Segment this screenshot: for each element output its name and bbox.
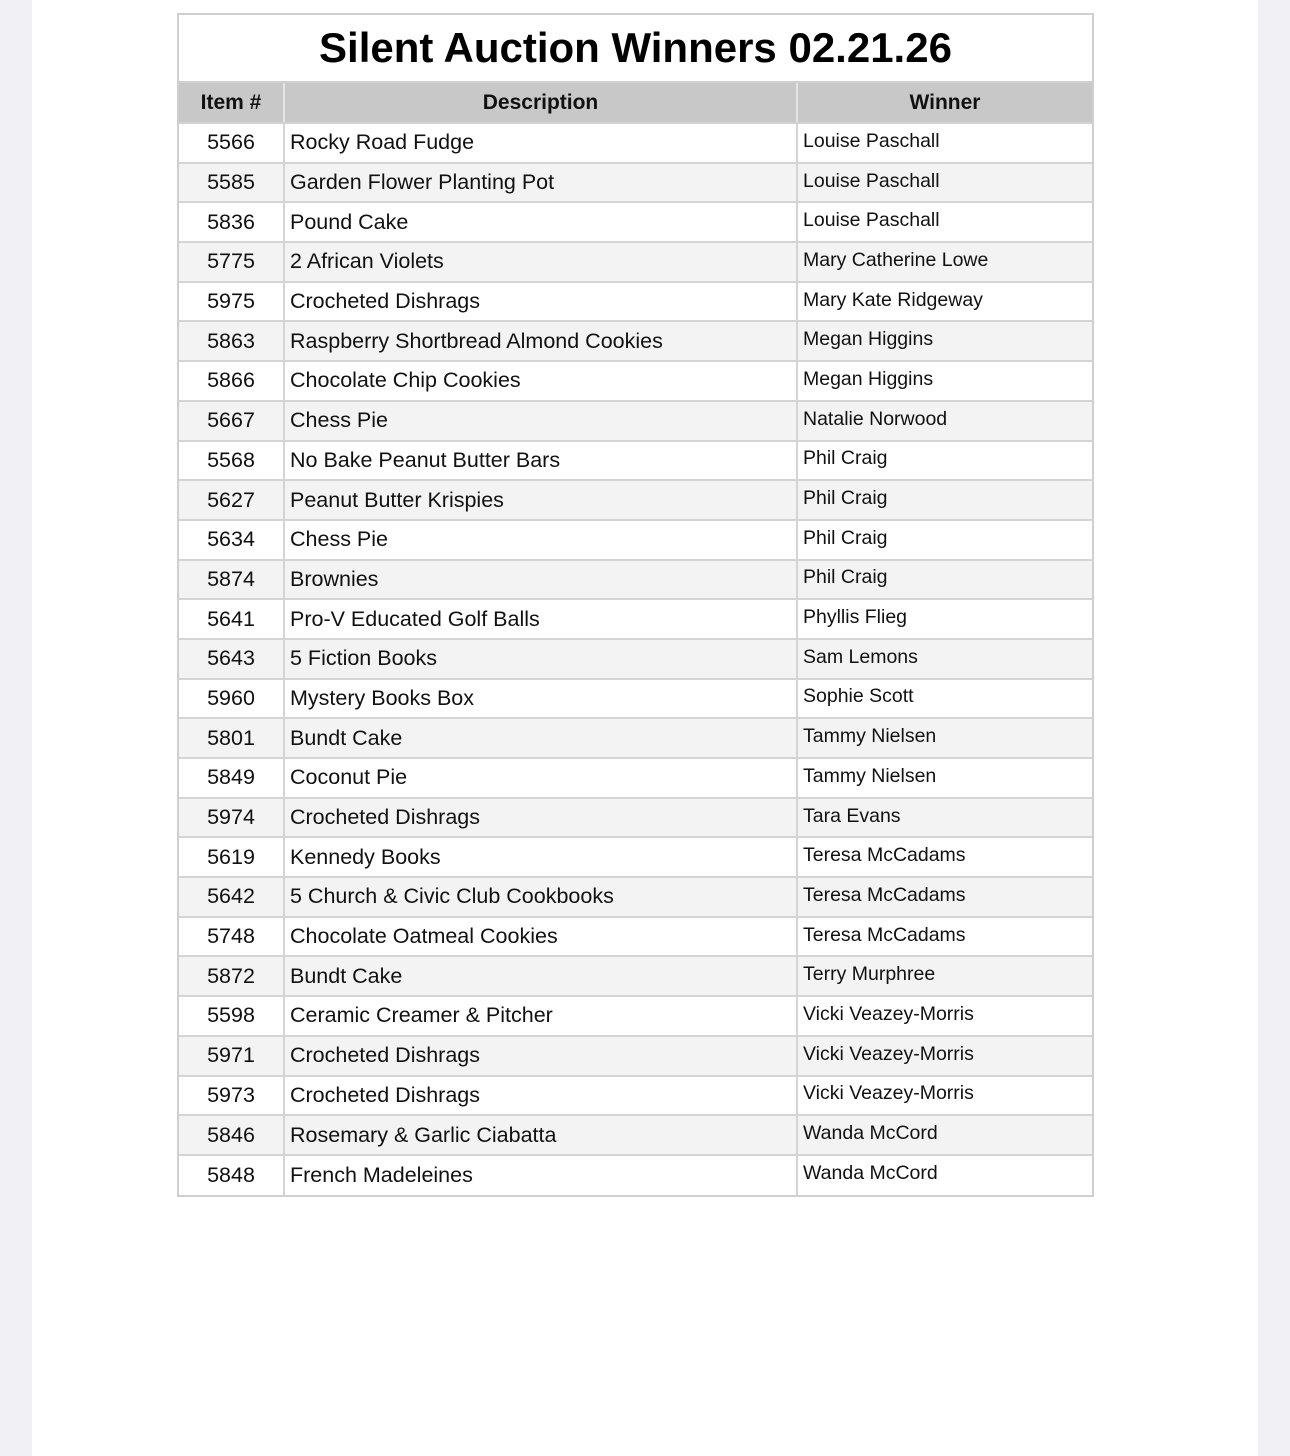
- table-row: [179, 837, 1092, 877]
- table-row: [179, 520, 1092, 560]
- header-row: [179, 83, 1092, 123]
- table-row: [179, 202, 1092, 242]
- document-page: [32, 0, 1258, 1456]
- header-item-number: Item #: [179, 83, 284, 123]
- item-number-cell: 5641: [179, 599, 284, 639]
- winner-cell: Mary Kate Ridgeway: [797, 282, 1092, 322]
- item-number-cell: 5960: [179, 679, 284, 719]
- winner-cell: Megan Higgins: [797, 361, 1092, 401]
- table-row: [179, 639, 1092, 679]
- table-row: [179, 758, 1092, 798]
- table-header: [179, 83, 1092, 123]
- item-number-cell: 5667: [179, 401, 284, 441]
- description-cell: 5 Fiction Books: [284, 639, 797, 679]
- winner-cell: Wanda McCord: [797, 1155, 1092, 1195]
- winner-cell: Vicki Veazey-Morris: [797, 996, 1092, 1036]
- table-row: [179, 401, 1092, 441]
- item-number-cell: 5863: [179, 321, 284, 361]
- item-number-cell: 5643: [179, 639, 284, 679]
- table-row: [179, 599, 1092, 639]
- description-cell: Pro-V Educated Golf Balls: [284, 599, 797, 639]
- winner-cell: Teresa McCadams: [797, 917, 1092, 957]
- description-cell: Rosemary & Garlic Ciabatta: [284, 1115, 797, 1155]
- item-number-cell: 5872: [179, 956, 284, 996]
- winner-cell: Vicki Veazey-Morris: [797, 1076, 1092, 1116]
- item-number-cell: 5634: [179, 520, 284, 560]
- description-cell: 2 African Violets: [284, 242, 797, 282]
- table-row: [179, 321, 1092, 361]
- item-number-cell: 5866: [179, 361, 284, 401]
- winners-sheet: [177, 13, 1094, 1197]
- description-cell: Ceramic Creamer & Pitcher: [284, 996, 797, 1036]
- description-cell: Rocky Road Fudge: [284, 123, 797, 163]
- table-row: [179, 163, 1092, 203]
- winner-cell: Teresa McCadams: [797, 837, 1092, 877]
- description-cell: No Bake Peanut Butter Bars: [284, 441, 797, 481]
- description-cell: Bundt Cake: [284, 718, 797, 758]
- description-cell: Kennedy Books: [284, 837, 797, 877]
- description-cell: Chess Pie: [284, 520, 797, 560]
- winner-cell: Phyllis Flieg: [797, 599, 1092, 639]
- description-cell: French Madeleines: [284, 1155, 797, 1195]
- table-row: [179, 242, 1092, 282]
- winner-cell: Natalie Norwood: [797, 401, 1092, 441]
- table-row: [179, 877, 1092, 917]
- description-cell: Chess Pie: [284, 401, 797, 441]
- description-cell: 5 Church & Civic Club Cookbooks: [284, 877, 797, 917]
- description-cell: Chocolate Oatmeal Cookies: [284, 917, 797, 957]
- description-cell: Garden Flower Planting Pot: [284, 163, 797, 203]
- item-number-cell: 5642: [179, 877, 284, 917]
- table-row: [179, 917, 1092, 957]
- description-cell: Bundt Cake: [284, 956, 797, 996]
- table-row: [179, 123, 1092, 163]
- winner-cell: Louise Paschall: [797, 123, 1092, 163]
- description-cell: Peanut Butter Krispies: [284, 480, 797, 520]
- winner-cell: Sophie Scott: [797, 679, 1092, 719]
- description-cell: Crocheted Dishrags: [284, 798, 797, 838]
- table-row: [179, 1076, 1092, 1116]
- item-number-cell: 5568: [179, 441, 284, 481]
- item-number-cell: 5874: [179, 560, 284, 600]
- winner-cell: Phil Craig: [797, 480, 1092, 520]
- description-cell: Mystery Books Box: [284, 679, 797, 719]
- winner-cell: Sam Lemons: [797, 639, 1092, 679]
- table-row: [179, 718, 1092, 758]
- winner-cell: Teresa McCadams: [797, 877, 1092, 917]
- item-number-cell: 5973: [179, 1076, 284, 1116]
- sheet-title: Silent Auction Winners 02.21.26: [179, 15, 1092, 83]
- header-description: Description: [284, 83, 797, 123]
- winner-cell: Phil Craig: [797, 520, 1092, 560]
- item-number-cell: 5846: [179, 1115, 284, 1155]
- table-row: [179, 480, 1092, 520]
- winner-cell: Tara Evans: [797, 798, 1092, 838]
- item-number-cell: 5585: [179, 163, 284, 203]
- description-cell: Crocheted Dishrags: [284, 1036, 797, 1076]
- item-number-cell: 5836: [179, 202, 284, 242]
- item-number-cell: 5974: [179, 798, 284, 838]
- table-row: [179, 361, 1092, 401]
- item-number-cell: 5775: [179, 242, 284, 282]
- table-row: [179, 560, 1092, 600]
- header-winner: Winner: [797, 83, 1092, 123]
- table-row: [179, 1115, 1092, 1155]
- item-number-cell: 5975: [179, 282, 284, 322]
- description-cell: Chocolate Chip Cookies: [284, 361, 797, 401]
- winner-cell: Megan Higgins: [797, 321, 1092, 361]
- table-row: [179, 798, 1092, 838]
- item-number-cell: 5971: [179, 1036, 284, 1076]
- winner-cell: Mary Catherine Lowe: [797, 242, 1092, 282]
- item-number-cell: 5598: [179, 996, 284, 1036]
- item-number-cell: 5619: [179, 837, 284, 877]
- table-row: [179, 956, 1092, 996]
- item-number-cell: 5627: [179, 480, 284, 520]
- winner-cell: Tammy Nielsen: [797, 718, 1092, 758]
- winner-cell: Louise Paschall: [797, 202, 1092, 242]
- table-row: [179, 996, 1092, 1036]
- description-cell: Crocheted Dishrags: [284, 1076, 797, 1116]
- description-cell: Pound Cake: [284, 202, 797, 242]
- winner-cell: Vicki Veazey-Morris: [797, 1036, 1092, 1076]
- item-number-cell: 5849: [179, 758, 284, 798]
- table-body: [179, 123, 1092, 1195]
- description-cell: Brownies: [284, 560, 797, 600]
- table-row: [179, 282, 1092, 322]
- table-row: [179, 1036, 1092, 1076]
- winner-cell: Phil Craig: [797, 441, 1092, 481]
- item-number-cell: 5748: [179, 917, 284, 957]
- item-number-cell: 5801: [179, 718, 284, 758]
- winner-cell: Louise Paschall: [797, 163, 1092, 203]
- item-number-cell: 5848: [179, 1155, 284, 1195]
- description-cell: Coconut Pie: [284, 758, 797, 798]
- description-cell: Raspberry Shortbread Almond Cookies: [284, 321, 797, 361]
- winner-cell: Wanda McCord: [797, 1115, 1092, 1155]
- winner-cell: Tammy Nielsen: [797, 758, 1092, 798]
- item-number-cell: 5566: [179, 123, 284, 163]
- winners-table: [179, 83, 1092, 1195]
- description-cell: Crocheted Dishrags: [284, 282, 797, 322]
- table-row: [179, 1155, 1092, 1195]
- winner-cell: Phil Craig: [797, 560, 1092, 600]
- table-row: [179, 679, 1092, 719]
- table-row: [179, 441, 1092, 481]
- winner-cell: Terry Murphree: [797, 956, 1092, 996]
